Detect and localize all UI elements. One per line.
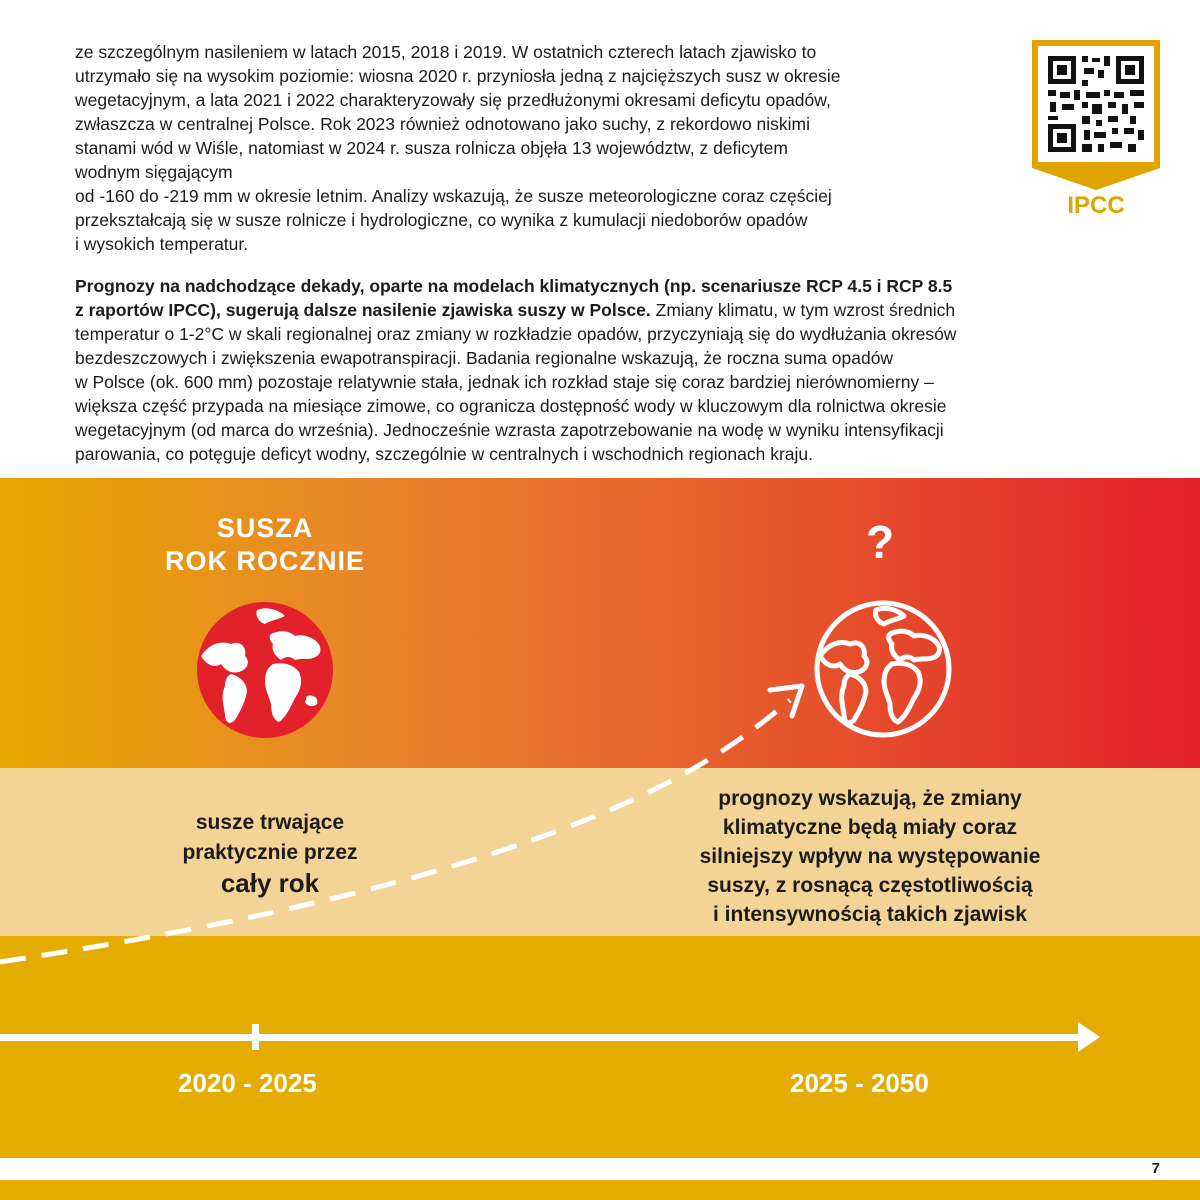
forecast-line: większa część przypada na miesiące zimowe, co ogranicza dostępność wody w kluczowym dla rolnictwa okresie	[75, 396, 947, 416]
left-caption-emphasis: cały rok	[220, 868, 320, 898]
right-caption-line: suszy, z rosnącą częstotliwością	[707, 874, 1033, 897]
right-caption-line: klimatyczne będą miały coraz	[722, 816, 1018, 839]
left-heading-line: ROK ROCZNIE	[165, 546, 365, 576]
intro-line: ze szczególnym nasileniem w latach 2015, 2018 i 2019. W ostatnich czterech latach zjawisko to	[75, 42, 817, 62]
intro-line: wodnym sięgającym	[75, 162, 233, 182]
qr-label: IPCC	[1067, 192, 1125, 219]
forecast-line: parowania, co potęguje deficyt wodny, szczególnie w centralnych i wschodnich regionach kraju.	[75, 444, 813, 464]
intro-line: i wysokich temperatur.	[75, 234, 249, 254]
intro-line: przekształcają się w susze rolnicze i hydrologiczne, co wynika z kumulacji niedoborów opadów	[75, 210, 808, 230]
left-caption-line: praktycznie przez	[182, 841, 358, 864]
forecast-line: bezdeszczowych i zwiększenia ewapotranspiracji. Badania regionalne wskazują, że roczna suma opadów	[75, 348, 894, 368]
timeline-arrow-icon	[1078, 1022, 1100, 1052]
intro-line: wegetacyjnym, a lata 2021 i 2022 charakteryzowały się przedłużonymi okresami deficytu opadów,	[75, 90, 831, 110]
period-label-2025-2050: 2025 - 2050	[790, 1068, 929, 1098]
right-caption-line: i intensywnością takich zjawisk	[713, 903, 1027, 926]
right-caption-line: silniejszy wpływ na występowanie	[699, 845, 1041, 868]
forecast-bold-line: Prognozy na nadchodzące dekady, oparte na modelach klimatycznych (np. scenariusze RCP 4.5 i RCP 8.5	[75, 276, 953, 296]
right-caption-line: prognozy wskazują, że zmiany	[718, 787, 1022, 810]
left-caption-line: susze trwające	[195, 811, 345, 834]
intro-line: od -160 do -219 mm w okresie letnim. Analizy wskazują, że susze meteorologiczne coraz częściej	[75, 186, 832, 206]
forecast-line: wegetacyjnym (od marca do września). Jednocześnie wzrasta zapotrzebowanie na wodę w wyniku intensyfikacji	[75, 420, 944, 440]
left-heading-line: SUSZA	[216, 513, 314, 543]
timeline-axis	[0, 1034, 1080, 1041]
intro-line: utrzymało się na wysokim poziomie: wiosna 2020 r. przyniosła jedną z najcięższych susz w okresie	[75, 66, 841, 86]
period-label-2020-2025: 2020 - 2025	[178, 1068, 317, 1098]
right-caption	[640, 784, 1100, 929]
question-mark: ?	[865, 516, 895, 568]
intro-line: stanami wód w Wiśle, natomiast w 2024 r. susza rolnicza objęła 13 województw, z deficytem	[75, 138, 788, 158]
page-number: 7	[1151, 1160, 1160, 1177]
timeline-tick	[252, 1024, 259, 1050]
forecast-line: Zmiany klimatu, w tym wzrost średnich	[650, 300, 956, 320]
left-caption	[140, 808, 400, 898]
forecast-line: w Polsce (ok. 600 mm) pozostaje relatywnie stała, jednak ich rozkład staje się coraz bardziej nierównomierny –	[75, 372, 934, 392]
forecast-bold-line: z raportów IPCC), sugerują dalsze nasilenie zjawiska suszy w Polsce.	[75, 300, 651, 320]
forecast-line: temperatur o 1-2°C w skali regionalnej oraz zmiany w rozkładzie opadów, przyczyniają się do wydłużania okresów	[75, 324, 957, 344]
intro-line: zwłaszcza w centralnej Polsce. Rok 2023 również odnotowano jako suchy, z rekordowo niskimi	[75, 114, 811, 134]
